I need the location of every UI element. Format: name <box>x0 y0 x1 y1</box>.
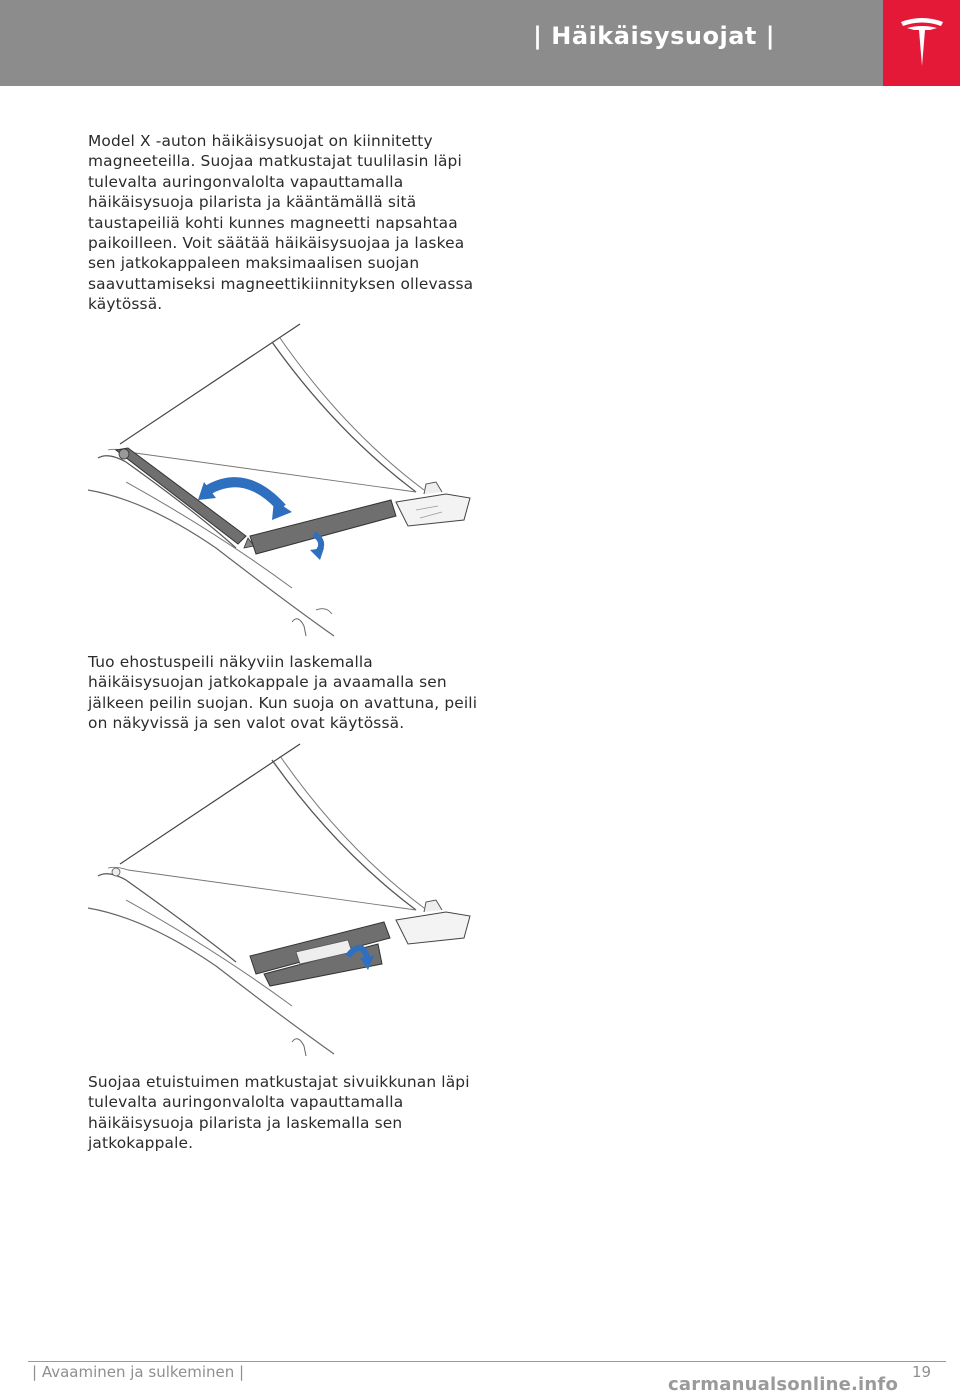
header-bar <box>0 0 883 86</box>
footer-chapter: | Avaaminen ja sulkeminen | <box>32 1363 245 1381</box>
vanity-mirror-illustration-icon <box>86 742 482 1057</box>
brand-logo-box <box>883 0 960 86</box>
intro-paragraph: Model X -auton häikäisysuojat on kiinnitetty magneeteilla. Suojaa matkustajat tuulilasin läpi tulevalta auringonvalolta vapauttamalla häikäisysuoja pilarista ja kääntämällä sitä taustapeiliä kohti kunnes magneetti napsahtaa paikoilleen. Voit säätää häikäisysuojaa ja laskea sen jatkokappaleen maksimaalisen suojan saavuttamiseksi magneettikiinnityksen ollevassa käytössä. <box>88 132 474 314</box>
footer-divider <box>28 1361 946 1362</box>
watermark: carmanualsonline.info <box>668 1374 899 1395</box>
mirror-paragraph: Tuo ehostuspeili näkyviin laskemalla häikäisysuojan jatkokappale ja avaamalla sen jälkeen peilin suojan. Kun suoja on avattuna, peili on näkyvissä ja sen valot ovat käytössä. <box>88 653 478 733</box>
sun-visor-swing-illustration-icon <box>86 322 482 637</box>
section-title: | Häikäisysuojat | <box>533 22 775 50</box>
side-window-paragraph: Suojaa etuistuimen matkustajat sivuikkunan läpi tulevalta auringonvalolta vapauttamalla häikäisysuoja pilarista ja laskemalla sen jatkokappale. <box>88 1073 470 1153</box>
page-number: 19 <box>912 1363 932 1381</box>
tesla-t-logo-icon <box>899 16 945 70</box>
